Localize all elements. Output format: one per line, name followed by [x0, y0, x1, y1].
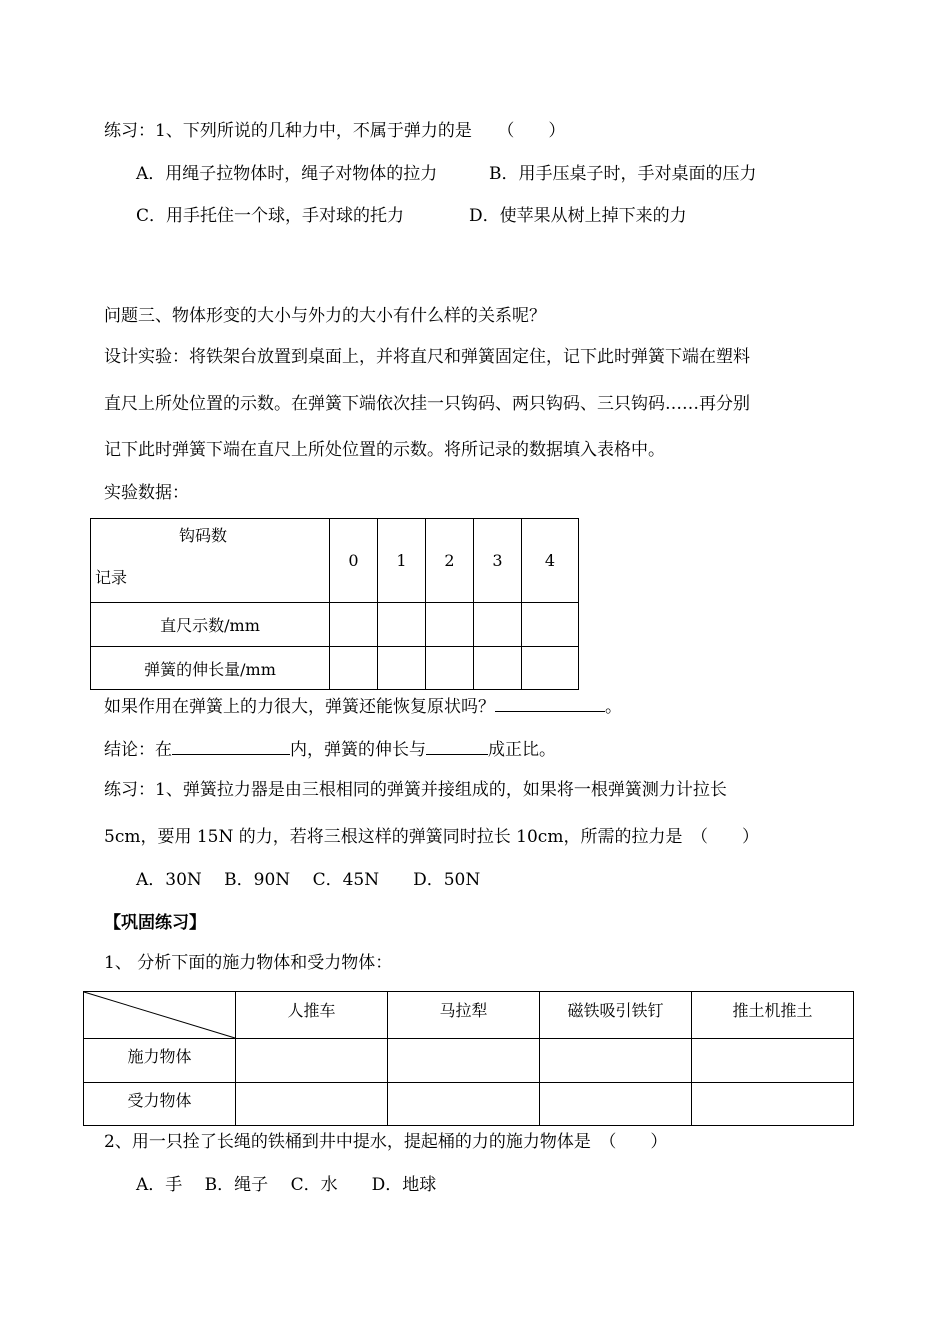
empty-cell [474, 647, 522, 690]
col-header: 马拉犁 [388, 992, 540, 1039]
empty-cell [388, 1083, 540, 1126]
col-header: 推土机推土 [692, 992, 854, 1039]
answer-blank[interactable] [172, 738, 290, 755]
answer-blank[interactable] [426, 738, 488, 755]
header-hook-count: 钩码数 [179, 526, 228, 545]
exercise-1-option-a: A．用绳子拉物体时，绳子对物体的拉力 [136, 164, 438, 184]
force-table-wrapper [83, 991, 854, 1126]
answer-blank[interactable] [495, 695, 605, 712]
row-label-receiver: 受力物体 [84, 1083, 236, 1126]
header-record: 记录 [95, 568, 128, 587]
recover-end: 。 [605, 697, 622, 717]
empty-cell [378, 603, 426, 647]
recover-question: 如果作用在弹簧上的力很大，弹簧还能恢复原状吗？ [104, 697, 495, 717]
design-text-line-2: 直尺上所处位置的示数。在弹簧下端依次挂一只钩码、两只钩码、三只钩码……再分别 [104, 394, 750, 414]
empty-cell [692, 1083, 854, 1126]
empty-cell [540, 1039, 692, 1083]
col-header: 4 [522, 519, 579, 603]
empty-cell [378, 647, 426, 690]
empty-cell [540, 1083, 692, 1126]
row-label-extension: 弹簧的伸长量/mm [91, 647, 330, 690]
header-corner-cell [91, 519, 330, 603]
data-label: 实验数据： [104, 483, 189, 503]
diagonal-line [83, 991, 237, 1040]
empty-cell [692, 1039, 854, 1083]
exercise-2-line-2: 5cm，要用 15N 的力，若将三根这样的弹簧同时拉长 10cm，所需的拉力是 （ ） [104, 827, 759, 847]
spring-data-table [90, 518, 579, 690]
consolidate-question-1: 1、 分析下面的施力物体和受力物体： [104, 953, 393, 973]
exercise-1-option-d: D．使苹果从树上掉下来的力 [469, 206, 687, 226]
exercise-1-option-c: C．用手托住一个球，手对球的托力 [136, 206, 405, 226]
col-header: 2 [426, 519, 474, 603]
conclusion-part-3: 成正比。 [488, 740, 556, 760]
conclusion-line [104, 738, 556, 761]
row-label-ruler: 直尺示数/mm [91, 603, 330, 647]
exercise-2-line-1: 练习：1、弹簧拉力器是由三根相同的弹簧并接组成的，如果将一根弹簧测力计拉长 [104, 780, 727, 800]
empty-cell [236, 1039, 388, 1083]
exercise-2-options: A．30N B．90N C．45N D．50N [136, 870, 481, 890]
design-text-line-1: 设计实验：将铁架台放置到桌面上，并将直尺和弹簧固定住，记下此时弹簧下端在塑料 [104, 347, 750, 367]
empty-cell [388, 1039, 540, 1083]
col-header: 磁铁吸引铁钉 [540, 992, 692, 1039]
empty-cell [474, 603, 522, 647]
row-label-applier: 施力物体 [84, 1039, 236, 1083]
empty-cell [426, 603, 474, 647]
col-header: 1 [378, 519, 426, 603]
col-header: 0 [330, 519, 378, 603]
exercise-1-option-b: B．用手压桌子时，手对桌面的压力 [489, 164, 757, 184]
exercise-1-question: 练习：1、下列所说的几种力中，不属于弹力的是 （ ） [104, 121, 566, 141]
empty-cell [236, 1083, 388, 1126]
conclusion-part-1: 结论：在 [104, 740, 172, 760]
col-header: 3 [474, 519, 522, 603]
empty-cell [330, 647, 378, 690]
consolidate-heading: 【巩固练习】 [104, 913, 206, 933]
design-text-line-3: 记下此时弹簧下端在直尺上所处位置的示数。将所记录的数据填入表格中。 [104, 440, 665, 460]
consolidate-question-2: 2、用一只拴了长绳的铁桶到井中提水，提起桶的力的施力物体是 （ ） [104, 1132, 668, 1152]
empty-cell [426, 647, 474, 690]
empty-cell [522, 603, 579, 647]
recover-question-line [104, 695, 622, 718]
empty-cell [330, 603, 378, 647]
empty-cell [522, 647, 579, 690]
conclusion-part-2: 内，弹簧的伸长与 [290, 740, 426, 760]
col-header: 人推车 [236, 992, 388, 1039]
consolidate-question-2-options: A．手 B．绳子 C．水 D．地球 [136, 1175, 437, 1195]
question-3-title: 问题三、物体形变的大小与外力的大小有什么样的关系呢？ [104, 306, 546, 326]
